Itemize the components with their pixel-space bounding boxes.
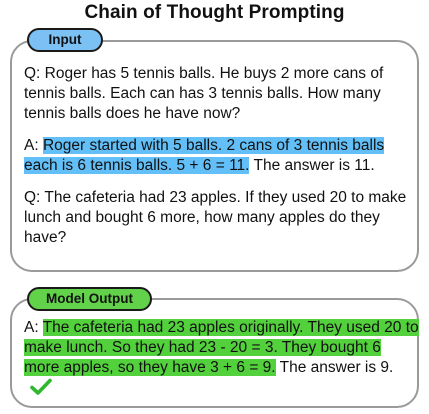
input-panel — [10, 40, 419, 272]
page-title: Chain of Thought Prompting — [84, 2, 345, 23]
question-1-text: Q: Roger has 5 tennis balls. He buys 2 more cans of tennis balls. Each can has 3 tennis balls. How many tennis balls does he have now? — [24, 65, 384, 122]
question-2-text: Q: The cafeteria had 23 apples. If they used 20 to make lunch and bought 6 more, how many apples do they have? — [24, 189, 407, 246]
answer-1-suffix: The answer is 11. — [249, 157, 375, 174]
model-answer-text — [24, 318, 419, 398]
input-label: Input — [27, 28, 103, 52]
checkmark-icon — [30, 378, 52, 396]
model-answer-suffix: The answer is 9. — [275, 359, 394, 376]
model-answer-reasoning-highlight: The cafeteria had 23 apples originally. They used 20 to make lunch. So they had 23 - 20 = 3. They bought 6 more apples, so they have 3 + 6 = 9. — [24, 319, 419, 376]
model-output-label: Model Output — [27, 287, 152, 311]
model-output-panel — [10, 298, 419, 408]
answer-1-text — [24, 136, 419, 176]
answer-1-prefix: A: — [24, 137, 43, 154]
answer-1-reasoning-highlight: Roger started with 5 balls. 2 cans of 3 tennis balls each is 6 tennis balls. 5 + 6 = 11. — [24, 137, 385, 174]
model-answer-prefix: A: — [24, 319, 43, 336]
